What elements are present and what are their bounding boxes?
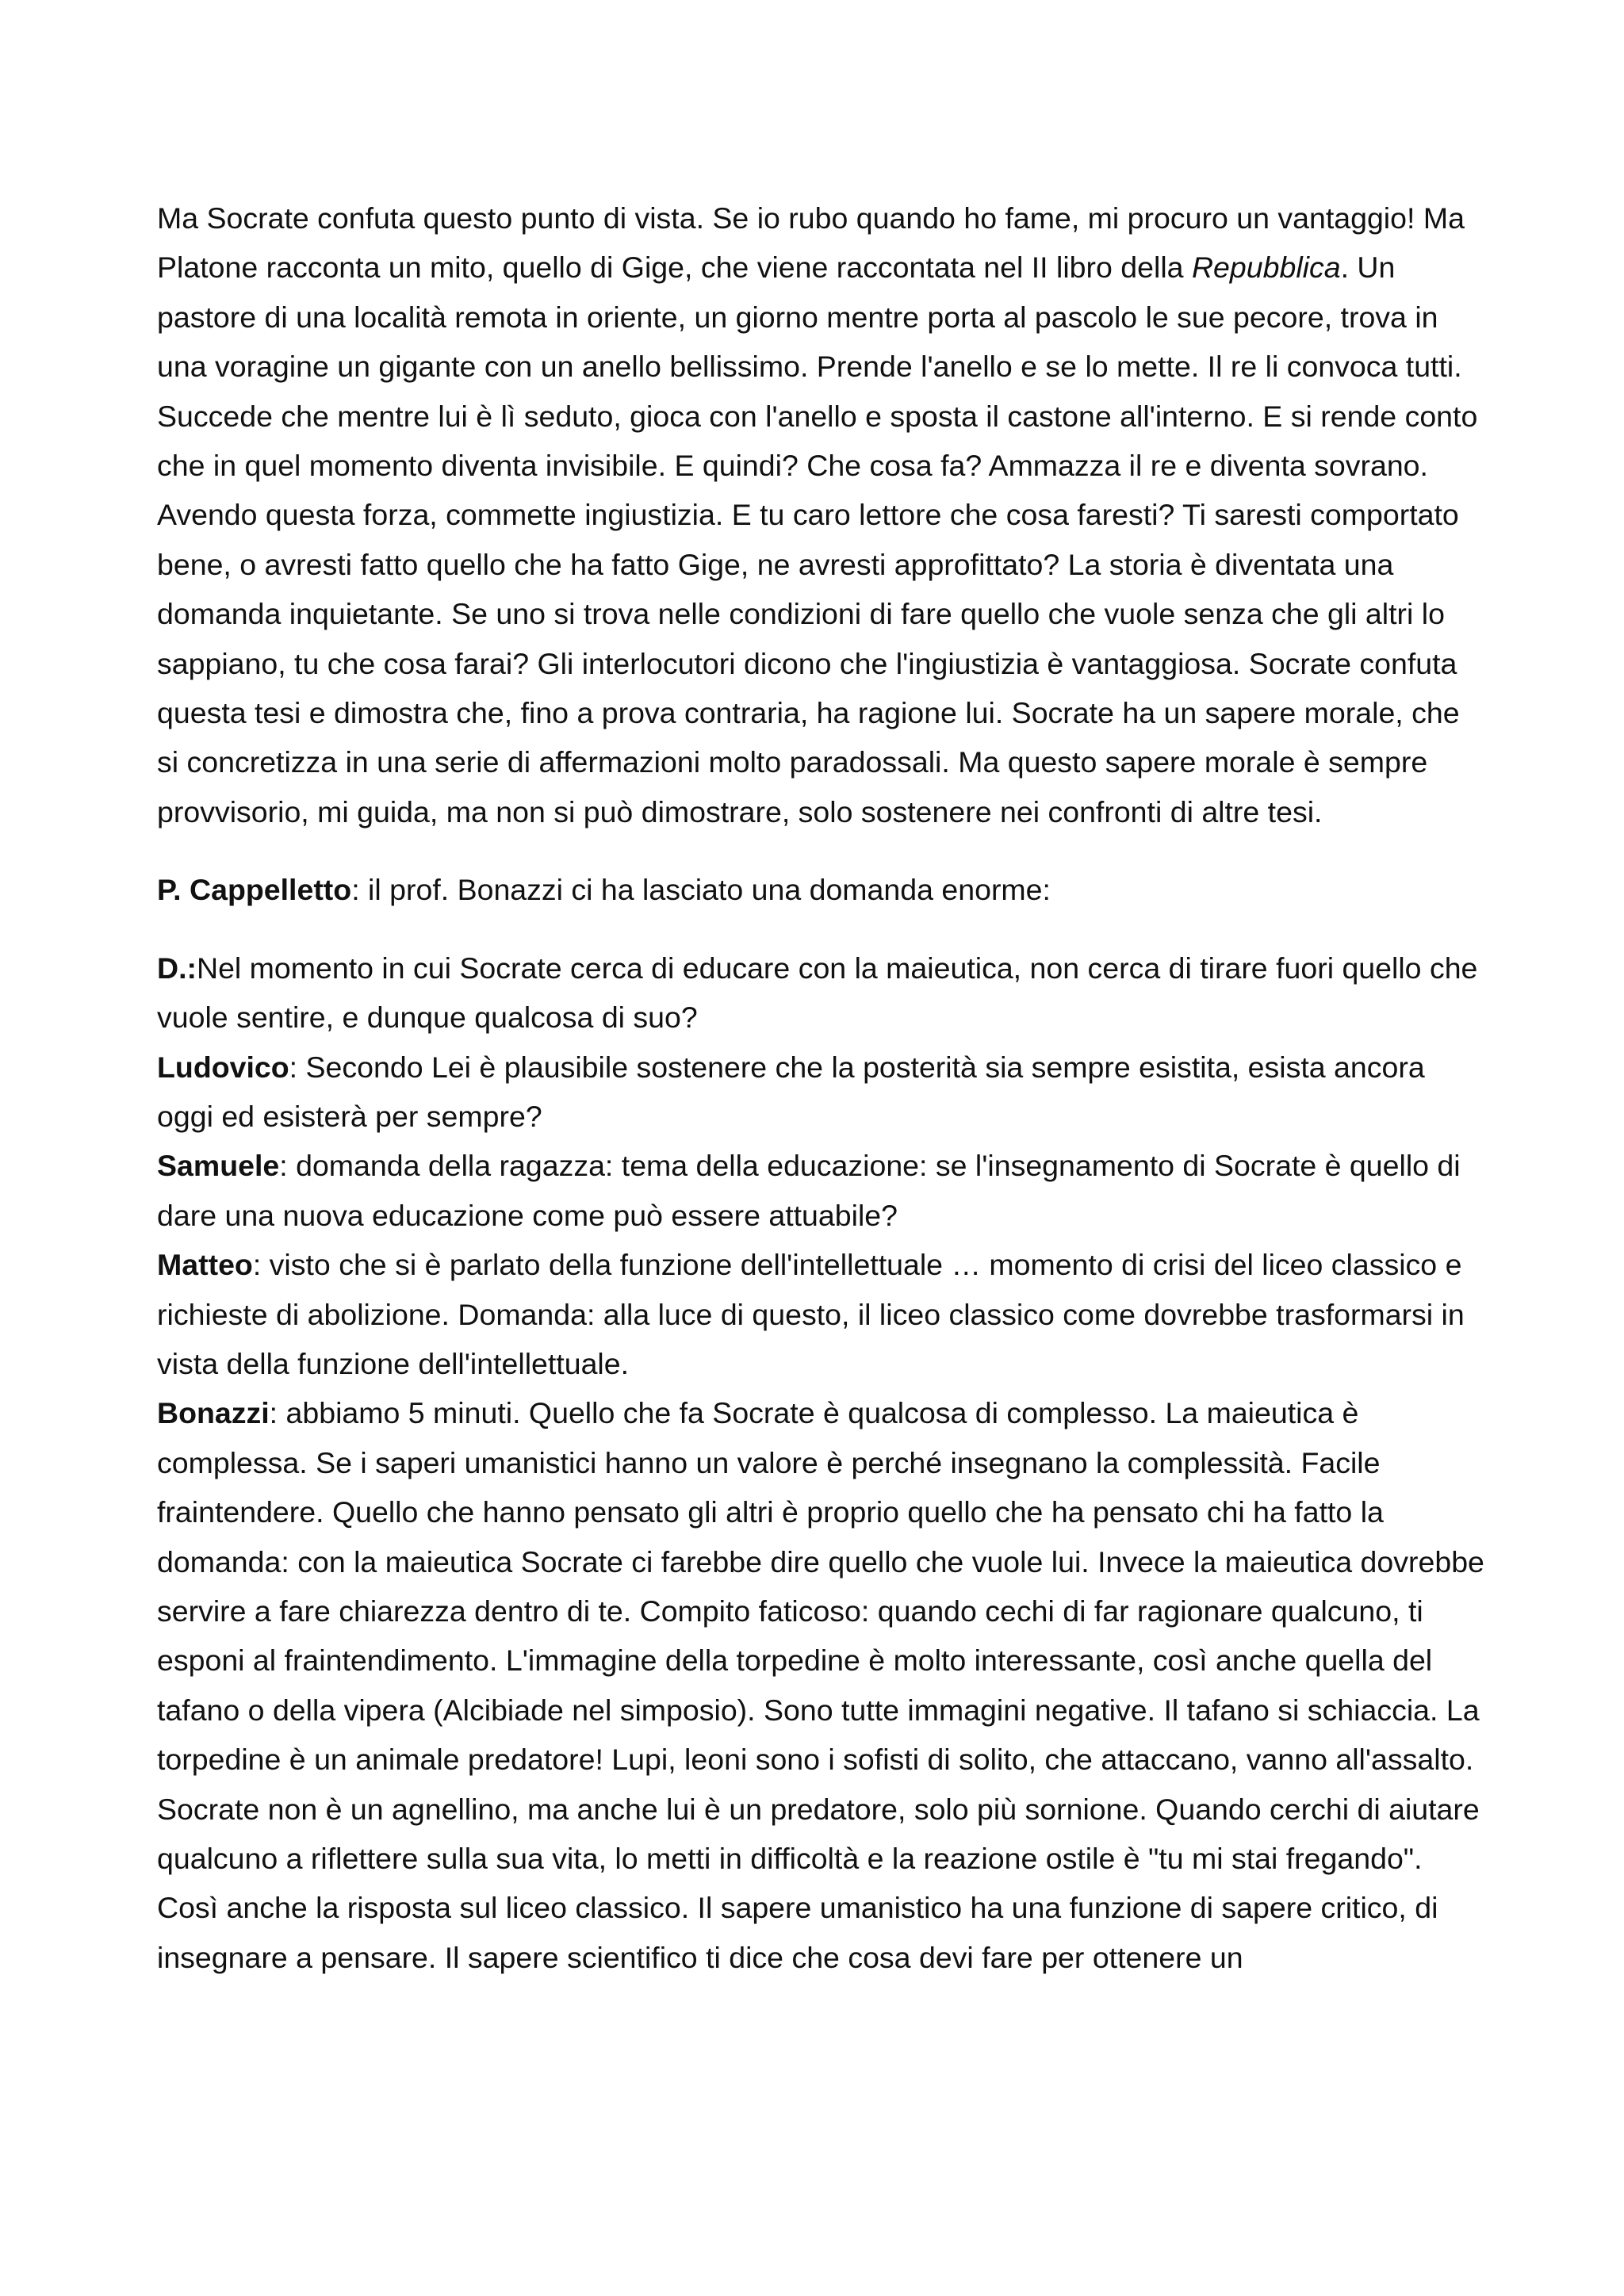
qa-section [157, 943, 1489, 1983]
speaker-name: Bonazzi [157, 1396, 270, 1430]
paragraph-gap [157, 836, 1489, 865]
speaker-name: P. Cappelletto [157, 873, 352, 907]
speaker-text: : abbiamo 5 minuti. Quello che fa Socrate è qualcosa di complesso. La maieutica è complessa. Se i saperi umanistici hanno un valore è perché insegnano la complessità. Facile fraintendere. Quello che hanno pensato gli altri è proprio quello che ha pensato chi ha fatto la domanda: con la maieutica Socrate ci farebbe dire quello che vuole lui. Invece la maieutica dovrebbe servire a fare chiarezza dentro di te. Compito faticoso: quando cechi di far ragionare qualcuno, ti esponi al fraintendimento. L'immagine della torpedine è molto interessante, così anche quella del tafano o della vipera (Alcibiade nel simposio). Sono tutte immagini negative. Il tafano si schiaccia. La torpedine è un animale predatore! Lupi, leoni sono i sofisti di solito, che attaccano, vanno all'assalto. Socrate non è un agnellino, ma anche lui è un predatore, solo più sornione. Quando cerchi di aiutare qualcuno a riflettere sulla sua vita, lo metti in difficoltà e la reazione ostile è "tu mi stai fregando". Così anche la risposta sul liceo classico. Il sapere umanistico ha una funzione di sapere critico, di insegnare a pensare. Il sapere scientifico ti dice che cosa devi fare per ottenere un [157, 1396, 1484, 1974]
qa-entry [157, 1240, 1489, 1388]
speaker-text: Nel momento in cui Socrate cerca di educare con la maieutica, non cerca di tirare fuori quello che vuole sentire, e dunque qualcosa di suo? [157, 951, 1478, 1035]
qa-entry [157, 1141, 1489, 1240]
speaker-name: D.: [157, 951, 197, 985]
speaker-text: : visto che si è parlato della funzione dell'intellettuale … momento di crisi del liceo classico e richieste di abolizione. Domanda: alla luce di questo, il liceo classico come dovrebbe trasformarsi in vista della funzione dell'intellettuale. [157, 1248, 1465, 1380]
intro-text-part1: Ma Socrate confuta questo punto di vista. Se io rubo quando ho fame, mi procuro un vantaggio! Ma Platone racconta un mito, quello di Gige, che viene raccontata nel II libro della [157, 201, 1465, 285]
cappelletto-paragraph [157, 865, 1489, 914]
document-page [157, 193, 1489, 1982]
speaker-text: : il prof. Bonazzi ci ha lasciato una domanda enorme: [351, 873, 1051, 907]
intro-paragraph [157, 193, 1489, 836]
speaker-name: Matteo [157, 1248, 253, 1282]
qa-entry [157, 943, 1489, 1043]
speaker-name: Samuele [157, 1149, 280, 1183]
intro-text-part2: . Un pastore di una località remota in oriente, un giorno mentre porta al pascolo le sue pecore, trova in una voragine un gigante con un anello bellissimo. Prende l'anello e se lo mette. Il re li convoca tutti. Succede che mentre lui è lì seduto, gioca con l'anello e sposta il castone all'interno. E si rende conto che in quel momento diventa invisibile. E quindi? Che cosa fa? Ammazza il re e diventa sovrano. Avendo questa forza, commette ingiustizia. E tu caro lettore che cosa faresti? Ti saresti comportato bene, o avresti fatto quello che ha fatto Gige, ne avresti approfittato? La storia è diventata una domanda inquietante. Se uno si trova nelle condizioni di fare quello che vuole senza che gli altri lo sappiano, tu che cosa farai? Gli interlocutori dicono che l'ingiustizia è vantaggiosa. Socrate confuta questa tesi e dimostra che, fino a prova contraria, ha ragione lui. Socrate ha un sapere morale, che si concretizza in una serie di affermazioni molto paradossali. Ma questo sapere morale è sempre provvisorio, mi guida, ma non si può dimostrare, solo sostenere nei confronti di altre tesi. [157, 251, 1478, 828]
speaker-text: : domanda della ragazza: tema della educazione: se l'insegnamento di Socrate è quello di dare una nuova educazione come può essere attuabile? [157, 1149, 1461, 1232]
qa-entry [157, 1043, 1489, 1142]
speaker-name: Ludovico [157, 1050, 289, 1084]
qa-entry [157, 1388, 1489, 1982]
book-title: Repubblica [1191, 251, 1341, 285]
speaker-text: : Secondo Lei è plausibile sostenere che la posterità sia sempre esistita, esista ancora oggi ed esisterà per sempre? [157, 1050, 1425, 1133]
paragraph-gap [157, 915, 1489, 943]
